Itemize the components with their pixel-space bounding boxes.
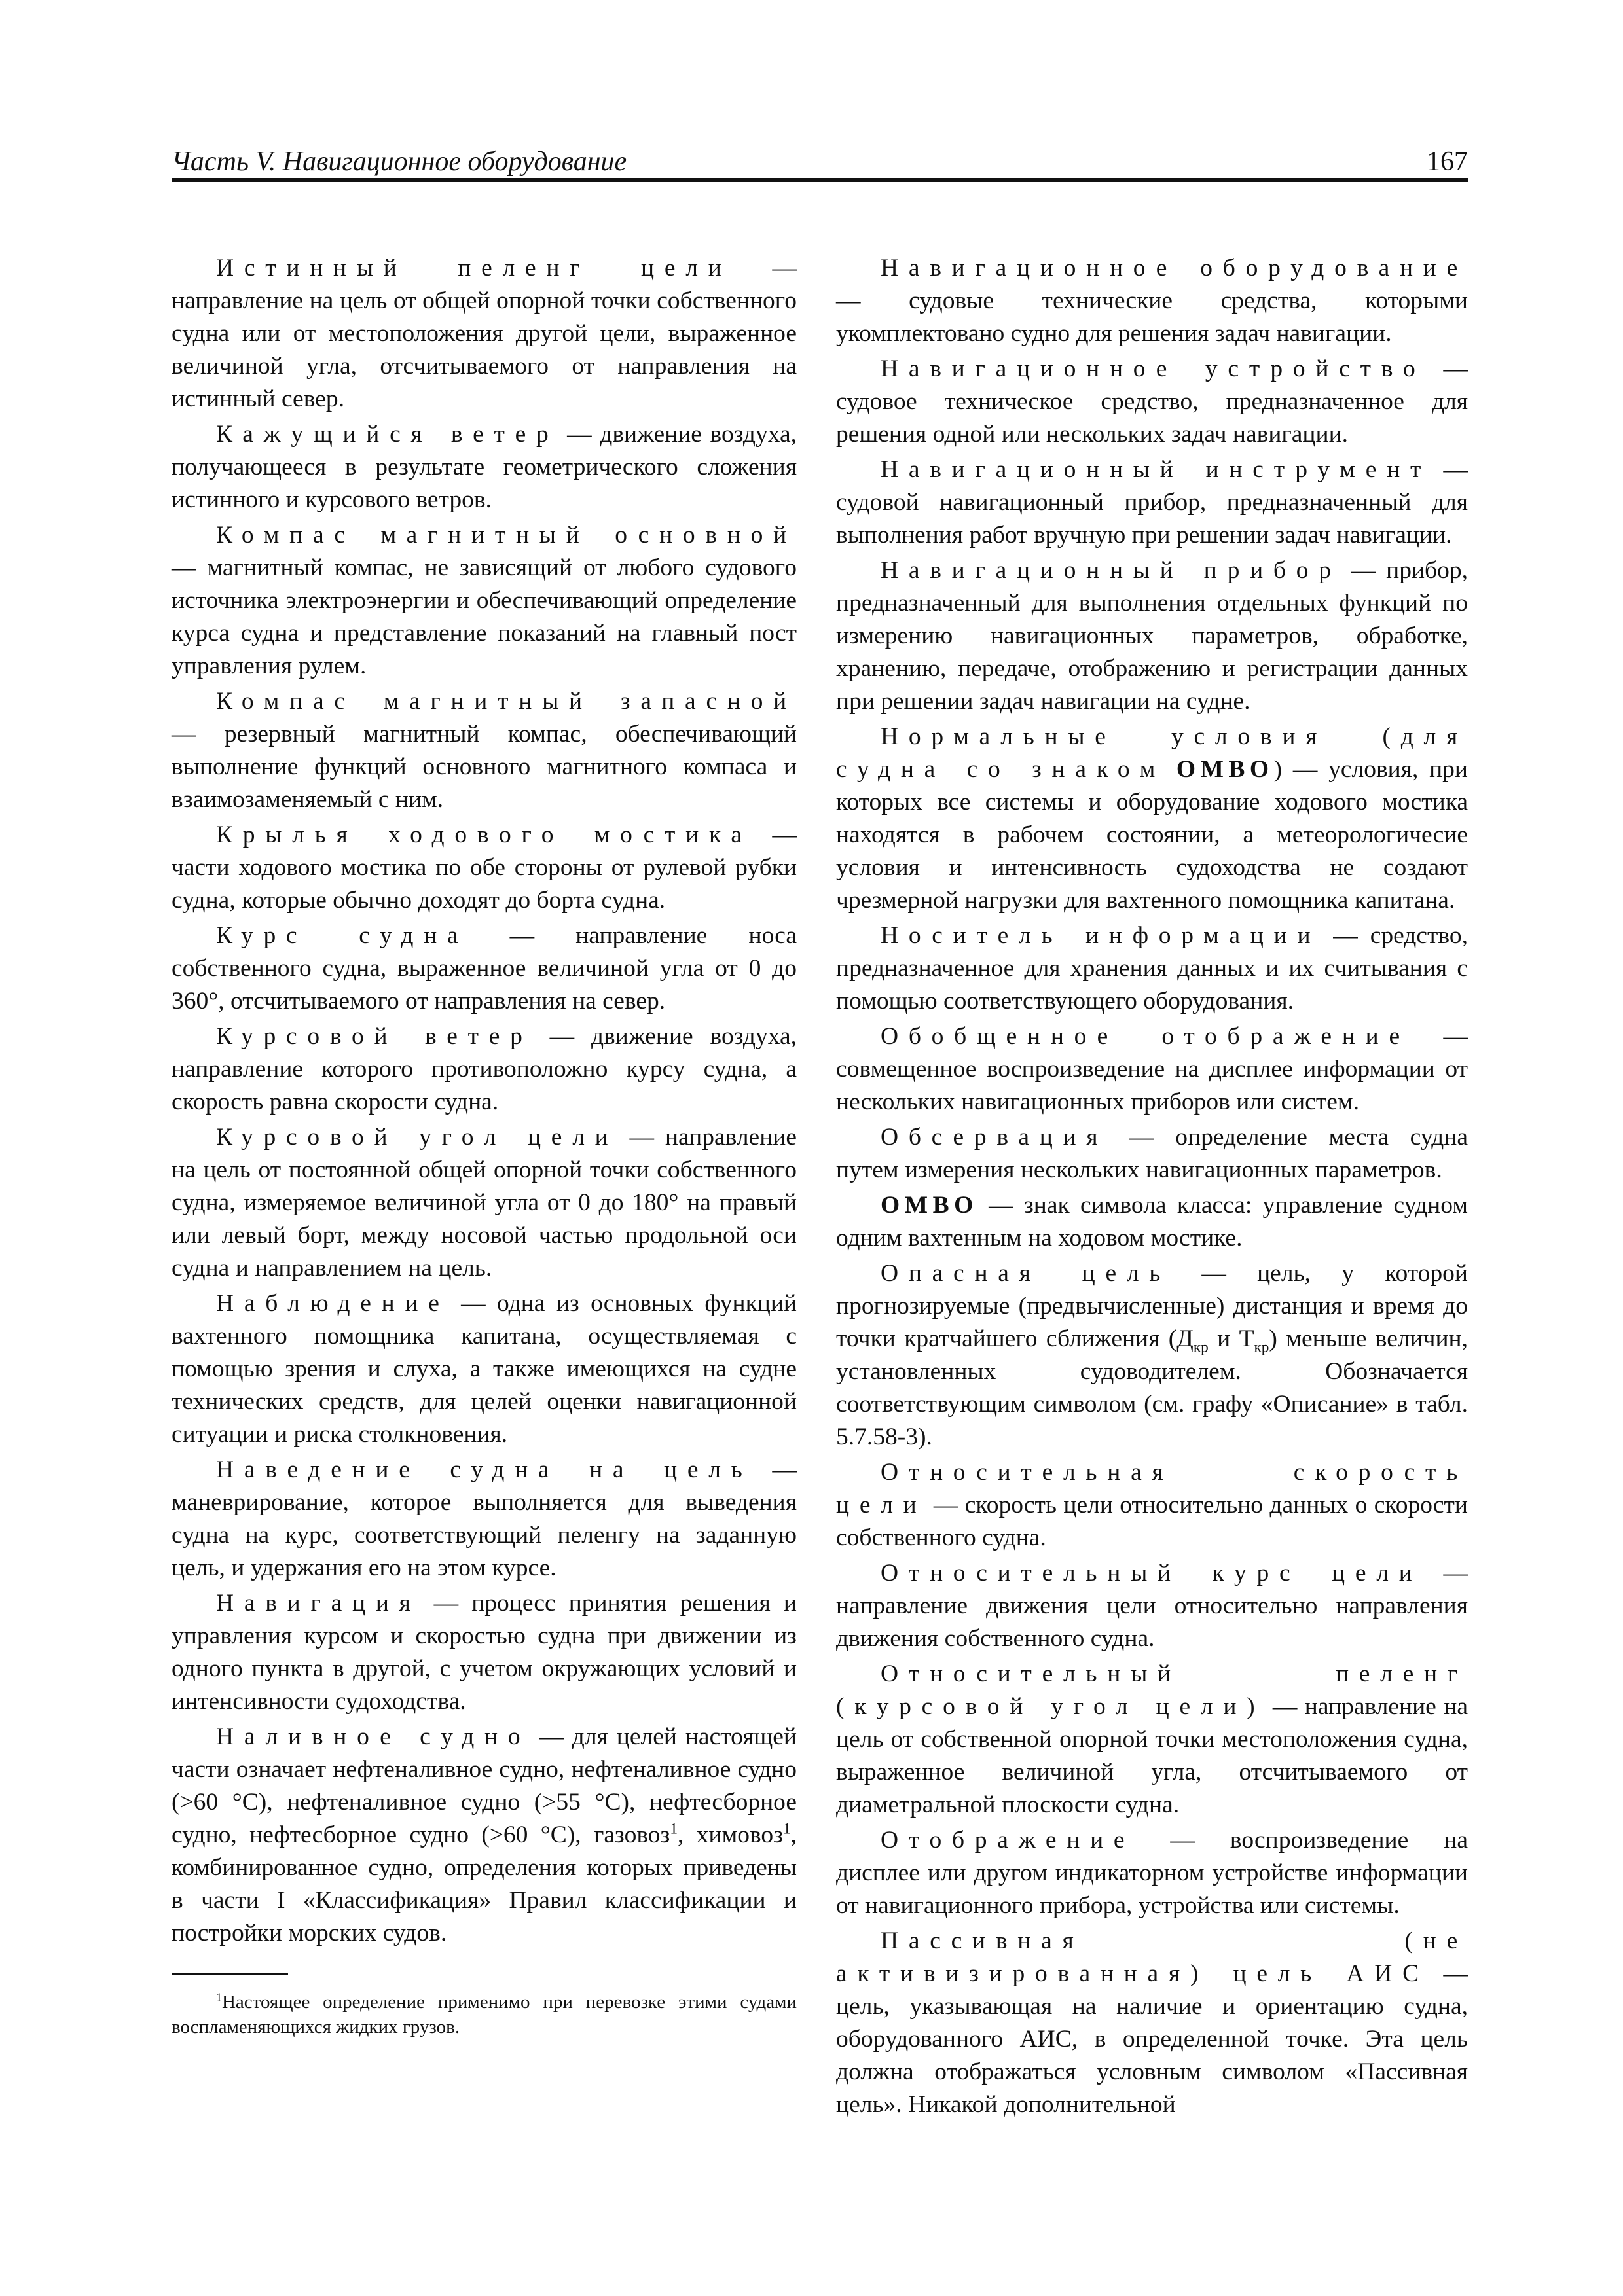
definition-entry bbox=[172, 920, 797, 1018]
definition-text: — направление носа собственного судна, выраженное величиной угла от 0 до 360°, отсчитываемого от направления на север. bbox=[172, 922, 797, 1014]
definition-entry bbox=[836, 920, 1468, 1018]
definition-entry bbox=[836, 1824, 1468, 1922]
definition-text: ) меньше величин, установленных судоводителем. Обозначается соответствующим символом (см. графу «Описание» в табл. 5.7.58-3). bbox=[836, 1325, 1468, 1450]
definition-text: — направление на цель от собственной опорной точки местоположения судна, выраженное величиной угла, отсчитываемого от диаметральной плоскости судна. bbox=[836, 1693, 1468, 1818]
definition-entry bbox=[172, 418, 797, 516]
class-notation: OMBO bbox=[1176, 756, 1274, 783]
definition-term: Наливное судно bbox=[216, 1723, 531, 1750]
running-header-title: Часть V. Навигационное оборудование bbox=[172, 147, 627, 177]
definition-text: — направление на цель от общей опорной точки собственного судна или от местоположения другой цели, выраженное величиной угла, отсчитываемого от направления на истинный север. bbox=[172, 255, 797, 412]
definition-entry bbox=[172, 685, 797, 816]
definition-term: OMBO bbox=[881, 1192, 978, 1219]
definition-text: — процесс принятия решения и управления курсом и скоростью судна при движении из одного пункта в другой, с учетом окружающих условий и интенсивности судоходства. bbox=[172, 1590, 797, 1715]
definition-term: Навигационный инструмент bbox=[881, 456, 1432, 483]
definition-term: Навигация bbox=[216, 1590, 421, 1617]
definition-entry bbox=[836, 353, 1468, 451]
running-header bbox=[172, 141, 1468, 180]
definition-text: — средство, предназначенное для хранения данных и их считывания с помощью соответствующего оборудования. bbox=[836, 922, 1468, 1014]
definition-text: — для целей настоящей части означает нефтеналивное судно, нефтеналивное судно (>60 °С), нефтеналивное судно (>55 °С), нефтесборное судно, нефтесборное судно (>60 °С), газовоз bbox=[172, 1723, 797, 1848]
definition-text: — маневрирование, которое выполняется для выведения судна на курс, соответствующий пеленгу на заданную цель, и удержания его на этом курсе. bbox=[172, 1456, 797, 1581]
definition-term: Относительный пеленг (курсовой угол цели) bbox=[836, 1660, 1468, 1720]
definition-entry bbox=[836, 721, 1468, 917]
definition-text: — воспроизведение на дисплее или другом индикаторном устройстве информации от навигационного прибора, устройства или системы. bbox=[836, 1827, 1468, 1919]
definition-text: — знак символа класса: управление судном одним вахтенным на ходовом мостике. bbox=[836, 1192, 1468, 1251]
definition-text: — цель, у которой прогнозируемые (предвычисленные) дистанция и время до точки кратчайшего сближения (Д bbox=[836, 1260, 1468, 1352]
definition-text: и Т bbox=[1208, 1325, 1254, 1352]
definition-term: Отображение bbox=[881, 1827, 1135, 1854]
definition-entry bbox=[836, 1257, 1468, 1454]
definition-term: Курс судна bbox=[216, 922, 469, 949]
right-column bbox=[836, 252, 1468, 2124]
definition-term: Обсервация bbox=[881, 1124, 1108, 1151]
definition-text: — скорость цели относительно данных о скорости собственного судна. bbox=[836, 1492, 1468, 1551]
definition-term: Навигационное оборудование bbox=[881, 255, 1468, 281]
definition-text: — судовые технические средства, которыми укомплектовано судно для решения задач навигации. bbox=[836, 287, 1468, 347]
definition-entry bbox=[172, 519, 797, 683]
definition-term: Наведение судна на цель bbox=[216, 1456, 753, 1483]
definition-term: Курсовой угол цели bbox=[216, 1124, 619, 1151]
definition-entry bbox=[836, 1121, 1468, 1187]
definition-entry bbox=[172, 1721, 797, 1950]
footnote-ref: 1 bbox=[783, 1820, 791, 1838]
definition-entry bbox=[836, 1557, 1468, 1655]
definition-text: — цель, указывающая на наличие и ориентацию судна, оборудованного АИС, в определенной точке. Эта цель должна отображаться условным символом «Пассивная цель». Никакой дополнительной bbox=[836, 1960, 1468, 2118]
definition-entry bbox=[836, 252, 1468, 350]
definition-entry bbox=[836, 1456, 1468, 1554]
definition-entry bbox=[172, 1020, 797, 1119]
footnote-rule bbox=[172, 1973, 288, 1975]
header-rule bbox=[172, 178, 1468, 182]
definition-term: Обобщенное отображение bbox=[881, 1023, 1410, 1050]
subscript: кр bbox=[1254, 1338, 1269, 1356]
definition-term: Носитель информации bbox=[881, 922, 1321, 949]
definition-term: Крылья ходового мостика bbox=[216, 821, 752, 848]
definition-term: Относительная скорость цели bbox=[836, 1459, 1468, 1518]
definition-term: Кажущийся ветер bbox=[216, 421, 559, 448]
footnote-mark: 1 bbox=[216, 1990, 222, 2004]
definition-term: Навигационное устройство bbox=[881, 355, 1426, 382]
definition-term: Истинный пеленг цели bbox=[216, 255, 732, 281]
definition-text: — одна из основных функций вахтенного помощника капитана, осуществляемая с помощью зрения и слуха, а также имеющихся на судне технических средств, для целей оценки навигационной ситуации и риска столкновения. bbox=[172, 1290, 797, 1448]
definition-term: Пассивная (не активизированная) цель АИС bbox=[836, 1928, 1468, 1987]
definition-term: Нормальные условия (для судна со знаком bbox=[836, 723, 1468, 783]
definition-text: — прибор, предназначенный для выполнения отдельных функций по измерению навигационных параметров, обработке, хранению, передаче, отображению и регистрации данных при решении задач навигации на судне. bbox=[836, 557, 1468, 715]
definition-term: Относительный курс цели bbox=[881, 1560, 1423, 1587]
definition-text: — совмещенное воспроизведение на дисплее информации от нескольких навигационных приборов или систем. bbox=[836, 1023, 1468, 1115]
definition-entry bbox=[172, 252, 797, 416]
definition-term: Компас магнитный запасной bbox=[216, 688, 797, 715]
page-number: 167 bbox=[1427, 147, 1468, 177]
left-column bbox=[172, 252, 797, 1952]
definition-entry bbox=[172, 819, 797, 917]
definition-text: — части ходового мостика по обе стороны от рулевой рубки судна, которые обычно доходят до борта судна. bbox=[172, 821, 797, 914]
definition-entry bbox=[836, 554, 1468, 718]
definition-text: — магнитный компас, не зависящий от любого судового источника электроэнергии и обеспечивающий определение курса судна и представление показаний на главный пост управления рулем. bbox=[172, 554, 797, 679]
definition-entry bbox=[836, 1658, 1468, 1821]
definition-text: — движение воздуха, получающееся в результате геометрического сложения истинного и курсового ветров. bbox=[172, 421, 797, 513]
definition-entry bbox=[836, 1020, 1468, 1119]
definition-text: — направление на цель от постоянной общей опорной точки собственного судна, измеряемое величиной угла от 0 до 180° на правый или левый борт, между носовой частью продольной оси судна и направлением на цель. bbox=[172, 1124, 797, 1282]
definition-entry bbox=[836, 1189, 1468, 1255]
footnote bbox=[172, 1990, 797, 2039]
definition-term: Навигационный прибор bbox=[881, 557, 1341, 584]
definition-text: — судовое техническое средство, предназначенное для решения одной или нескольких задач навигации. bbox=[836, 355, 1468, 448]
definition-term: Компас магнитный основной bbox=[216, 522, 797, 548]
definition-entry bbox=[172, 1121, 797, 1285]
definition-entry bbox=[836, 454, 1468, 552]
definition-text: ) — условия, при которых все системы и оборудование ходового мостика находятся в рабочем состоянии, а метеорологичесие условия и интенсивность судоходства не создают чрезмерной нагрузки для вахтенного помощника капитана. bbox=[836, 756, 1468, 914]
definition-text: , химовоз bbox=[677, 1821, 783, 1848]
definition-entry bbox=[172, 1454, 797, 1585]
definition-term: Наблюдение bbox=[216, 1290, 450, 1317]
definition-entry bbox=[836, 1925, 1468, 2121]
definition-text: — судовой навигационный прибор, предназначенный для выполнения работ вручную при решении задач навигации. bbox=[836, 456, 1468, 548]
footnote-text: Настоящее определение применимо при перевозке этими судами воспламеняющихся жидких грузов. bbox=[172, 1992, 797, 2037]
definition-text: , комбинированное судно, определения которых приведены в части I «Классификация» Правил классификации и постройки морских судов. bbox=[172, 1821, 797, 1946]
definition-text: — движение воздуха, направление которого противоположно курсу судна, а скорость равна скорости судна. bbox=[172, 1023, 797, 1115]
definition-text: — определение места судна путем измерения нескольких навигационных параметров. bbox=[836, 1124, 1468, 1183]
definition-entry bbox=[172, 1287, 797, 1451]
definition-term: Опасная цель bbox=[881, 1260, 1171, 1287]
definition-entry bbox=[172, 1587, 797, 1718]
definition-term: Курсовой ветер bbox=[216, 1023, 533, 1050]
definition-text: — резервный магнитный компас, обеспечивающий выполнение функций основного магнитного компаса и взаимозаменяемый с ним. bbox=[172, 721, 797, 813]
footnote-ref: 1 bbox=[670, 1820, 678, 1838]
subscript: кр bbox=[1193, 1338, 1209, 1356]
definition-text: — направление движения цели относительно направления движения собственного судна. bbox=[836, 1560, 1468, 1652]
